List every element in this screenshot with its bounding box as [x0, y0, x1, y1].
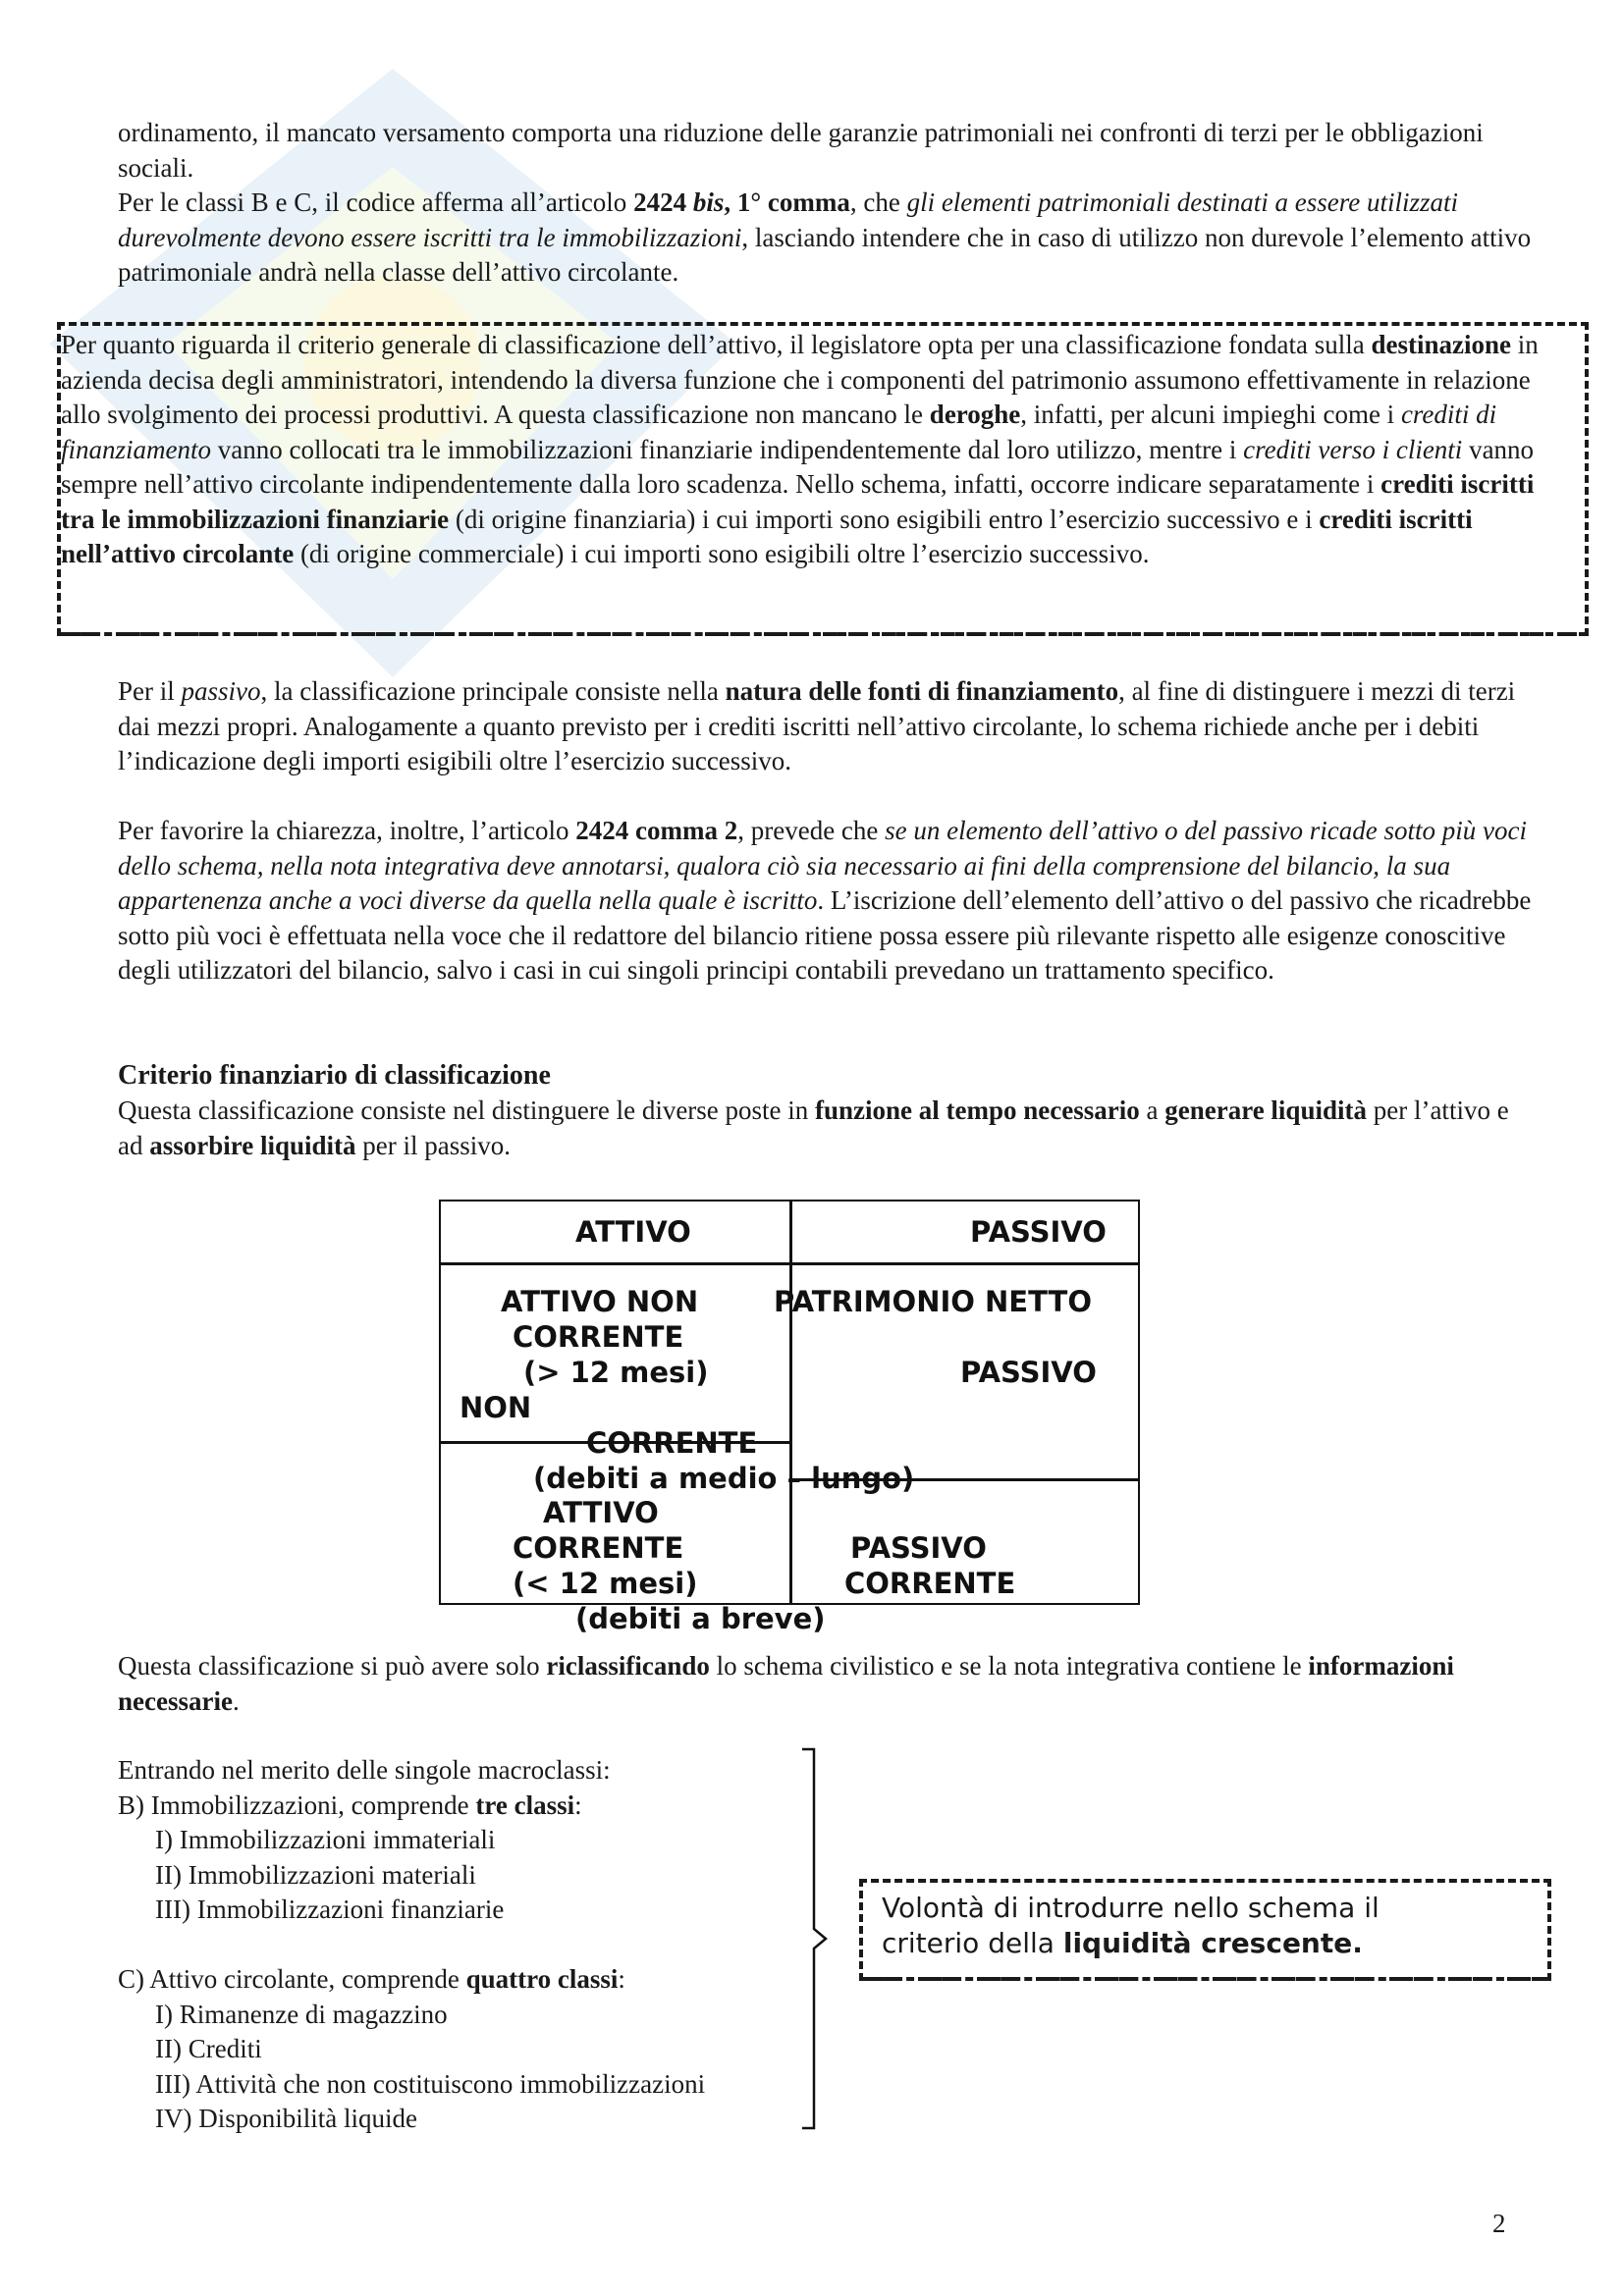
list-item: I) Immobilizzazioni immateriali [155, 1825, 496, 1854]
list-item: II) Immobilizzazioni materiali [155, 1859, 476, 1890]
passivo-non-corrente-2: NON [460, 1391, 532, 1424]
macroclasse-c: C) Attivo circolante, comprende quattro classi: [118, 1964, 625, 1994]
list-item: IV) Disponibilità liquide [155, 2104, 417, 2133]
macroclassi-list [118, 1753, 705, 2137]
list-item: I) Rimanenze di magazzino [155, 1999, 448, 2029]
paragraph-classi-b-c: Per le classi B e C, il codice afferma all’articolo 2424 bis, 1° comma, che gli elementi patrimoniali destinati a essere utilizzati durevolmente devono essere iscritti tra le immobilizzazioni, lasciando intendere che in caso di utilizzo non durevole l’elemento attivo patrimoniale andrà nella classe dell’attivo circolante. [118, 187, 1532, 287]
heading-criterio-finanziario: Criterio finanziario di classificazione [118, 1060, 551, 1091]
criterio-generale-text: Per quanto riguarda il criterio generale di classificazione dell’attivo, il legislatore opta per una classificazione fondata sulla destinazione in azienda decisa degli amministratori, intendendo la diversa funzione che i componenti del patrimonio assumono effettivamente in relazione allo svolgimento dei processi produttivi. A questa classificazione non mancano le deroghe, infatti, per alcuni impieghi come i crediti di finanziamento vanno collocati tra le immobilizzazioni finanziarie indipendentemente dal loro utilizzo, mentre i crediti verso i clienti vanno sempre nell’attivo circolante indipendentemente dalla loro scadenza. Nello schema, infatti, occorre indicare separatamente i crediti iscritti tra le immobilizzazioni finanziarie (di origine finanziaria) i cui importi sono esigibili entro l’esercizio successivo e i crediti iscritti nell’attivo circolante (di origine commerciale) i cui importi sono esigibili oltre l’esercizio successivo. [61, 330, 1539, 568]
passivo-corrente-1: PASSIVO [850, 1531, 987, 1565]
macroclasse-b: B) Immobilizzazioni, comprende tre classi: [118, 1789, 582, 1820]
attivo-non-corrente-2: CORRENTE [513, 1320, 684, 1354]
attivo-corrente-2: CORRENTE [513, 1531, 684, 1565]
passivo-non-corrente-3: CORRENTE [586, 1426, 758, 1460]
paragraph-passivo: Per il passivo, la classificazione principale consiste nella natura delle fonti di finanziamento, al fine di distinguere i mezzi di terzi dai mezzi propri. Analogamente a quanto previsto per i crediti iscritti nell’attivo circolante, lo schema richiede anche per i debiti l’indicazione degli importi esigibili oltre l’esercizio successivo. [118, 676, 1516, 775]
macroclassi-intro: Entrando nel merito delle singole macroclassi: [118, 1755, 611, 1785]
passivo-corrente-3: (debiti a breve) [575, 1602, 826, 1635]
attivo-corrente-3: (< 12 mesi) [513, 1567, 698, 1600]
table-header-passivo: PASSIVO [970, 1215, 1107, 1249]
attivo-corrente-1: ATTIVO [543, 1496, 659, 1529]
passivo-corrente-2: CORRENTE [844, 1567, 1016, 1600]
paragraph-criterio-finanziario: Questa classificazione consiste nel distinguere le diverse poste in funzione al tempo necessario a generare liquidità per l’attivo e ad assorbire liquidità per il passivo. [118, 1095, 1509, 1160]
paragraph-obbligazioni: ordinamento, il mancato versamento comporta una riduzione delle garanzie patrimoniali nei confronti di terzi per le obbligazioni sociali. [118, 118, 1484, 183]
list-item: II) Crediti [155, 2034, 262, 2063]
passivo-non-corrente-1: PASSIVO [960, 1356, 1097, 1389]
attivo-non-corrente-3: (> 12 mesi) [523, 1356, 709, 1389]
table-header-attivo: ATTIVO [575, 1215, 691, 1249]
list-item: III) Immobilizzazioni finanziarie [155, 1895, 505, 1924]
right-brace-icon [800, 1747, 830, 2130]
paragraph-chiarezza: Per favorire la chiarezza, inoltre, l’articolo 2424 comma 2, prevede che se un elemento dell’attivo o del passivo ricade sotto più voci dello schema, nella nota integrativa deve annotarsi, qualora ciò sia necessario ai fini della comprensione del bilancio, la sua appartenenza anche a voci diverse da quella nella quale è iscritto. L’iscrizione dell’elemento dell’attivo o del passivo che ricadrebbe sotto più voci è effettuata nella voce che il redattore del bilancio ritiene possa essere più rilevante rispetto alle esigenze conoscitive degli utilizzatori del bilancio, salvo i casi in cui singoli principi contabili prevedano un trattamento specifico. [118, 816, 1532, 985]
attivo-non-corrente-1: ATTIVO NON [501, 1285, 699, 1318]
passivo-non-corrente-4: (debiti a medio – lungo) [533, 1462, 915, 1495]
patrimonio-netto: PATRIMONIO NETTO [774, 1285, 1092, 1318]
paragraph-riclassificazione: Questa classificazione si può avere solo riclassificando lo schema civilistico e se la nota integrativa contiene le informazioni necessarie. [118, 1651, 1454, 1716]
list-item: III) Attività che non costituiscono immobilizzazioni [155, 2068, 706, 2099]
table-column-divider [789, 1201, 792, 1603]
page-number: 2 [1492, 2209, 1506, 2238]
liquidita-note-text: Volontà di introdurre nello schema il criterio della liquidità crescente. [882, 1892, 1380, 1959]
